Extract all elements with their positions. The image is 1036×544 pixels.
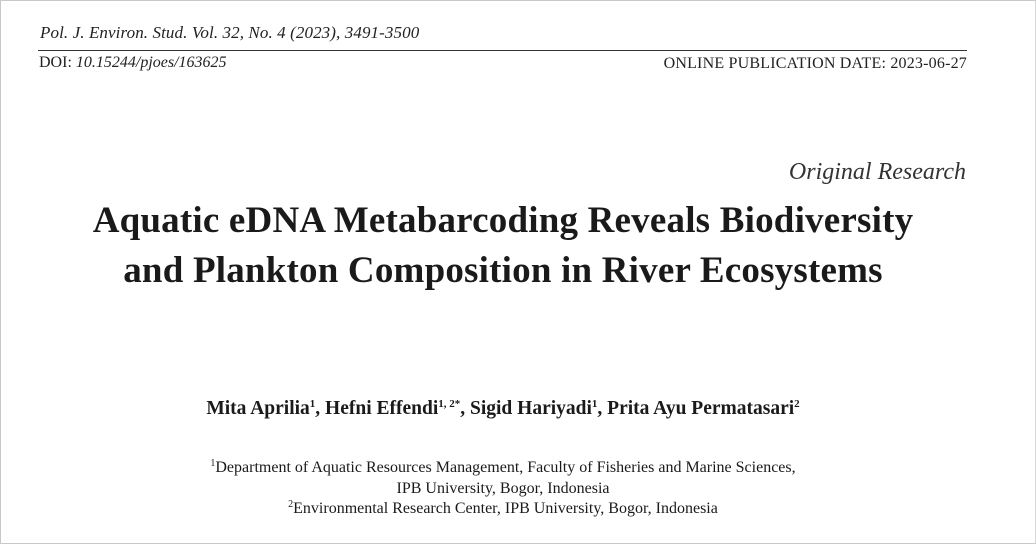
author-name: Prita Ayu Permatasari xyxy=(607,398,795,419)
affiliation-1 xyxy=(0,458,1006,479)
doi-line xyxy=(39,54,227,72)
header-rule xyxy=(38,50,967,51)
author-separator: , xyxy=(597,398,608,419)
author-affiliation-marker: 1 xyxy=(591,398,598,410)
affiliation-2 xyxy=(0,499,1006,520)
article-type: Original Research xyxy=(788,159,966,185)
affiliation-text: Environmental Research Center, IPB University, Bogor, Indonesia xyxy=(293,500,718,517)
author-name: Mita Aprilia xyxy=(206,398,310,419)
affiliation-text: Department of Aquatic Resources Management, Faculty of Fisheries and Marine Sciences, xyxy=(215,459,796,476)
article-title xyxy=(0,196,1006,296)
title-line-1: Aquatic eDNA Metabarcoding Reveals Biodiversity xyxy=(92,200,914,241)
author-separator: , xyxy=(460,398,470,419)
author-affiliation-marker: 1 xyxy=(309,398,316,410)
author-list xyxy=(0,398,1006,420)
title-line-2: and Plankton Composition in River Ecosystems xyxy=(123,250,883,291)
journal-citation: Pol. J. Environ. Stud. Vol. 32, No. 4 (2023), 3491-3500 xyxy=(40,23,420,42)
doi-link[interactable]: 10.15244/pjoes/163625 xyxy=(75,54,227,71)
author-affiliation-marker: 2 xyxy=(794,398,800,410)
doi-label: DOI: xyxy=(39,54,76,71)
author-name: Hefni Effendi xyxy=(325,398,439,419)
author-separator: , xyxy=(315,398,326,419)
affiliation-marker: 1 xyxy=(210,458,216,469)
author-name: Sigid Hariyadi xyxy=(470,398,592,419)
author-affiliation-marker: 1, 2* xyxy=(438,398,461,410)
affiliation-1-continued: IPB University, Bogor, Indonesia xyxy=(396,479,610,497)
online-publication-date: ONLINE PUBLICATION DATE: 2023-06-27 xyxy=(663,55,967,72)
affiliation-marker: 2 xyxy=(288,499,294,510)
affiliation-list xyxy=(0,458,1006,520)
